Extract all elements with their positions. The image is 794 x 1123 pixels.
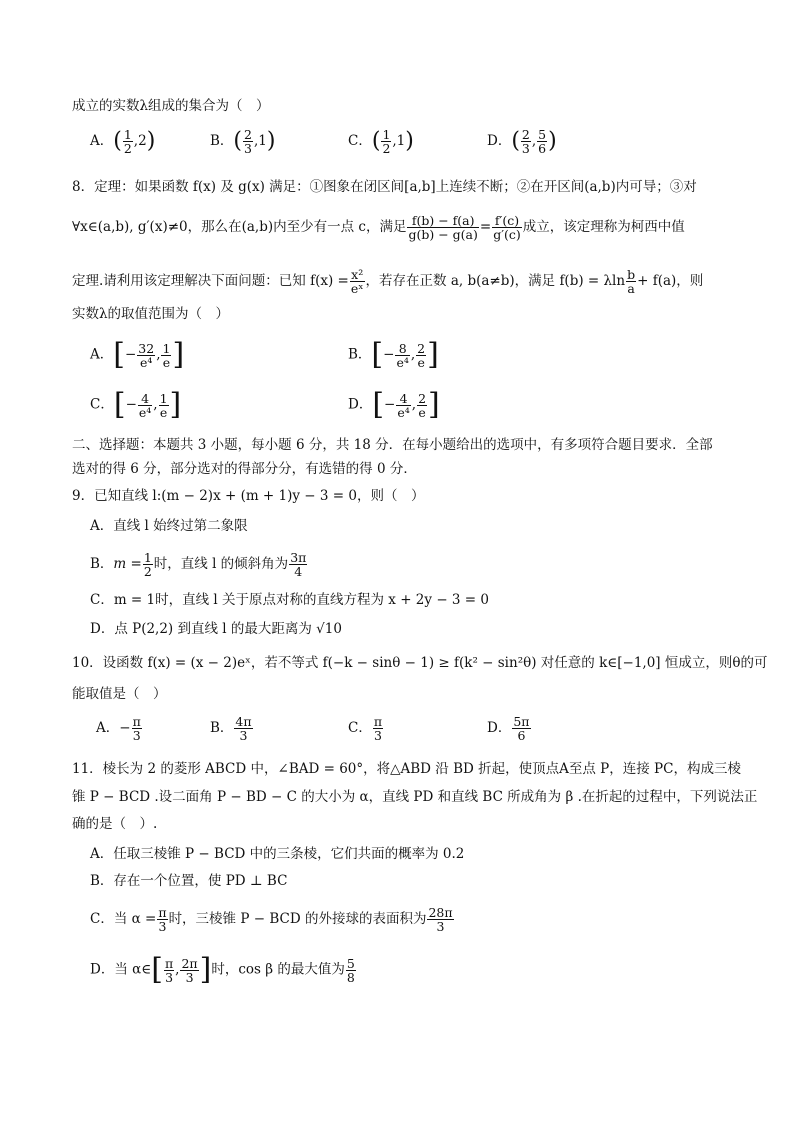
numerator: 5 [538,127,547,142]
q8-line-3-a: 定理.请利用该定理解决下面问题：已知 f(x) = [72,273,349,289]
left-paren: ( [113,128,122,154]
option-label: A． [96,720,120,736]
right-bracket: ] [427,337,439,372]
q7-option-a[interactable] [90,128,155,155]
minus-sign: − [383,346,395,363]
denominator: 6 [512,728,530,742]
numerator: 4 [141,390,150,406]
numerator: 4π [235,714,252,729]
right-bracket: ] [169,387,182,422]
denominator: 8 [346,969,355,985]
fraction [346,957,356,984]
q8-option-c[interactable] [90,387,182,422]
minus-sign: − [125,396,137,413]
denominator: e [418,404,426,420]
interval-sep: , [153,396,158,413]
denominator: 2 [382,141,391,156]
q8-line-4: 实数λ的取值范围为（ ） [72,306,230,322]
left-paren: ( [511,128,520,154]
left-bracket: [ [113,337,125,372]
q9-option-b[interactable] [90,551,308,578]
q11-line-1: 11．棱长为 2 的菱形 ABCD 中，∠BAD = 60°，将△ABD 沿 BD 折起，使顶点A至点 P，连接 PC，构成三棱 [72,761,741,777]
q10-option-d[interactable] [487,715,532,742]
numerator: 5 [346,955,355,971]
denominator: 2 [143,564,152,579]
fraction [234,715,252,742]
fraction [350,268,365,295]
q8-option-a[interactable] [90,337,185,372]
q8-line-3-c: + f(a)，则 [637,273,704,289]
denominator: 3 [244,141,252,156]
left-bracket: [ [372,387,385,422]
fraction [395,342,409,369]
denominator: 3 [521,141,530,156]
denominator: g′(c) [493,227,521,242]
q11-line-3: 确的是（ ）. [72,816,158,832]
fraction [159,392,169,419]
q11-d-mid: 时，cos β 的最大值为 [211,961,345,978]
interval-sep: , [156,346,161,363]
left-bracket: [ [151,952,163,987]
denominator: 3 [427,919,453,933]
minus-sign: − [124,346,137,363]
denominator: e⁴ [397,404,410,420]
q8-line-2 [72,214,685,241]
section-2-line-1: 二、选择题：本题共 3 小题，每小题 6 分，共 18 分．在每小题给出的选项中，有多项符合题目要求．全部 [72,437,713,453]
q7-option-d[interactable] [487,128,557,155]
numerator: f(b) − f(a) [411,213,475,228]
fraction [164,957,174,984]
numerator: 2π [181,955,198,971]
fraction [137,342,155,369]
q9-option-d[interactable]: D．点 P(2,2) 到直线 l 的最大距离为 √10 [90,621,342,637]
numerator: π [132,714,141,729]
fraction [123,128,133,155]
numerator: 8 [398,340,407,356]
right-paren: ) [405,128,414,154]
numerator: 3π [290,550,307,565]
interval-sep: , [411,396,417,413]
option-label: D． [487,133,512,149]
numerator: 1 [382,127,391,142]
q8-line-2-b: 成立，该定理称为柯西中值 [522,219,685,235]
fraction [537,128,547,155]
numerator: 1 [143,550,152,565]
numerator: π [373,714,383,729]
fraction [626,268,636,295]
fraction [157,906,167,933]
q8-line-2-a: ∀x∈(a,b), g′(x)≠0，那么在(a,b)内至少有一点 c，满足 [72,219,407,235]
option-label: D． [348,396,373,413]
q9-b-mid: 时，直线 l 的倾斜角为 [153,556,289,572]
q10-line-1: 10．设函数 f(x) = (x − 2)eˣ，若不等式 f(−k − sinθ − 1) ≥ f(k² − sin²θ) 对任意的 k∈[−1,0] 恒成立，则θ的可 [72,655,768,671]
numerator: 1 [123,127,132,142]
numerator: 4 [399,390,408,406]
denominator: e [417,354,425,370]
fraction [416,342,426,369]
denominator: e [159,404,168,420]
numerator: f′(c) [494,213,520,228]
interval-rest: ,1 [392,133,406,149]
interval-rest: ,2 [133,133,147,149]
option-label: D． [487,720,512,736]
option-label: B． [348,346,372,363]
q8-line-3 [72,268,703,295]
q11-option-a[interactable]: A．任取三棱锥 P − BCD 中的三条棱，它们共面的概率为 0.2 [90,846,465,862]
numerator: 2 [418,390,427,406]
m-equals: m = [113,556,142,572]
fraction [417,392,427,419]
denominator: 4 [289,564,307,578]
numerator: 2 [521,127,530,142]
option-label: A． [90,133,114,149]
fraction [381,128,391,155]
denominator: e⁴ [137,355,155,369]
denominator: 3 [132,728,141,743]
option-label: C． [348,720,372,736]
q8-line-3-b: ，若存在正数 a, b(a≠b)，满足 f(b) = λln [365,273,626,289]
denominator: 3 [180,970,198,984]
fraction [132,715,142,742]
interval-sep: , [531,133,537,149]
q8-option-d[interactable] [348,387,440,422]
option-label: B． [210,720,234,736]
denominator: 6 [538,141,547,156]
minus-sign: − [384,396,396,413]
fraction [161,342,171,369]
numerator: 1 [162,340,171,356]
option-label: C． [348,133,372,149]
denominator: e⁴ [138,404,152,420]
interval-rest: ,1 [253,133,267,149]
q8-option-b[interactable] [348,337,439,372]
q8-line-1: 8．定理：如果函数 f(x) 及 g(x) 满足：①图象在闭区间[a,b]上连续不断；②在开区间(a,b)内可导；③对 [72,179,697,195]
fraction [143,551,153,578]
minus-sign: − [119,720,131,736]
right-bracket: ] [199,952,212,987]
option-label: C． [90,396,114,413]
fraction [492,214,522,241]
q9-stem: 9．已知直线 l:(m − 2)x + (m + 1)y − 3 = 0，则（ ） [72,488,425,504]
q7-option-b[interactable] [210,128,275,155]
q11-c-pre: C．当 α = [90,911,157,927]
q11-c-mid: 时，三棱锥 P − BCD 的外接球的表面积为 [168,911,427,927]
denominator: 2 [123,141,132,156]
fraction [396,392,410,419]
q9-option-a[interactable]: A．直线 l 始终过第二象限 [90,518,248,534]
numerator: 2 [417,340,426,356]
numerator: 2 [244,127,252,142]
q7-option-c[interactable] [348,128,414,155]
fraction [407,214,478,241]
q11-option-c[interactable] [90,906,455,933]
denominator: a [627,281,635,296]
numerator: π [158,905,167,920]
section-2-line-2: 选对的得 6 分，部分选对的得部分分，有选错的得 0 分． [72,461,417,477]
right-bracket: ] [428,387,440,422]
denominator: g(b) − g(a) [408,227,478,242]
right-paren: ) [146,128,156,154]
interval-sep: , [175,961,180,978]
q9-option-c[interactable]: C．m = 1时，直线 l 关于原点对称的直线方程为 x + 2y − 3 = 0 [90,592,489,608]
option-label: B． [210,133,234,149]
left-paren: ( [233,128,243,154]
numerator: π [164,955,174,971]
fraction [180,957,198,984]
fraction [138,392,152,419]
numerator: x² [351,267,364,282]
q10-option-a[interactable] [96,715,143,742]
numerator: 32 [138,340,155,356]
option-label: B． [90,556,114,572]
fraction [521,128,531,155]
right-bracket: ] [172,337,185,372]
numerator: 1 [159,390,168,406]
fraction [243,128,253,155]
q11-d-pre: D．当 α∈ [90,961,152,978]
right-paren: ) [548,128,557,154]
numerator: b [627,267,636,282]
fraction [427,906,453,933]
denominator: 3 [234,728,252,742]
denominator: e [162,354,171,370]
denominator: eˣ [350,281,364,296]
q10-line-2: 能取值是（ ） [72,686,167,702]
option-label: A． [90,346,114,363]
q10-option-b[interactable] [210,715,254,742]
q11-option-d[interactable] [90,952,357,987]
denominator: e⁴ [396,354,409,370]
denominator: 3 [165,969,174,985]
fraction [373,715,383,742]
fraction [512,715,530,742]
q11-line-2: 锥 P − BCD .设二面角 P − BD − C 的大小为 α，直线 PD 和直线 BC 所成角为 β .在折起的过程中，下列说法正 [72,789,758,805]
numerator: 5π [513,714,530,729]
left-bracket: [ [371,337,384,372]
denominator: 3 [158,919,167,934]
numerator: 28π [428,905,453,920]
q11-option-b[interactable]: B．存在一个位置，使 PD ⊥ BC [90,873,288,889]
left-bracket: [ [113,387,126,422]
equals-sign: = [479,219,492,235]
right-paren: ) [266,128,276,154]
q7-stem: 成立的实数λ组成的集合为（ ） [72,98,270,114]
q10-option-c[interactable] [348,715,384,742]
interval-sep: , [410,346,416,363]
left-paren: ( [371,128,381,154]
fraction [289,551,307,578]
denominator: 3 [373,728,382,743]
